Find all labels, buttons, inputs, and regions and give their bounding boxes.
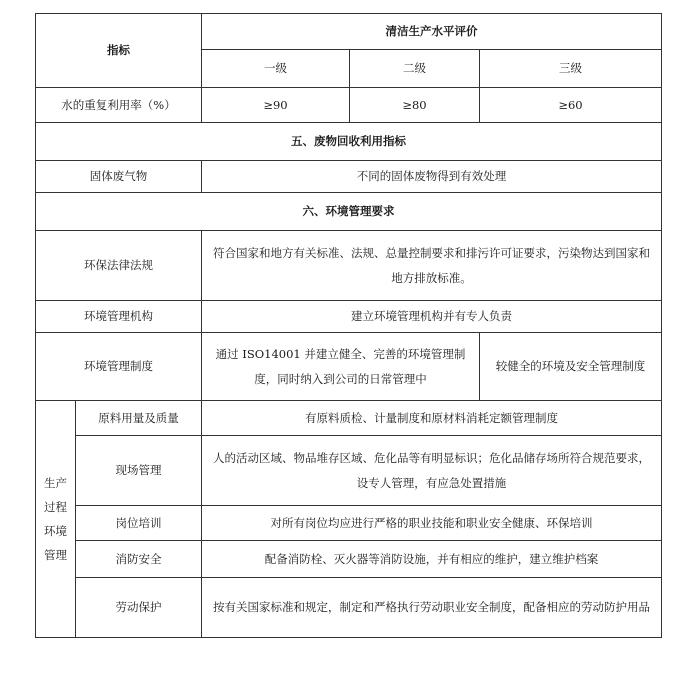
production-item-value: 对所有岗位均应进行严格的职业技能和职业安全健康、环保培训	[202, 506, 662, 541]
production-item-label: 消防安全	[76, 541, 202, 578]
solid-waste-label: 固体废气物	[36, 161, 202, 193]
evaluation-header: 清洁生产水平评价	[202, 14, 662, 50]
production-group-char: 生产	[44, 476, 67, 490]
system-label: 环境管理制度	[36, 333, 202, 401]
production-item-label: 岗位培训	[76, 506, 202, 541]
production-item-label: 现场管理	[76, 436, 202, 506]
water-reuse-level3: ≥60	[480, 88, 662, 123]
production-item-value: 配备消防栓、灭火器等消防设施，并有相应的维护，建立维护档案	[202, 541, 662, 578]
level2-header: 二级	[350, 50, 480, 88]
indicator-header: 指标	[36, 14, 202, 88]
org-label: 环境管理机构	[36, 301, 202, 333]
production-group-char: 环境	[44, 524, 67, 538]
system-value-left: 通过 ISO14001 并建立健全、完善的环境管理制度，同时纳入到公司的日常管理中	[202, 333, 480, 401]
law-label: 环保法律法规	[36, 231, 202, 301]
evaluation-table	[35, 13, 662, 638]
production-item-value: 按有关国家标准和规定，制定和严格执行劳动职业安全制度，配备相应的劳动防护用品	[202, 578, 662, 638]
production-group-label	[36, 401, 76, 638]
org-value: 建立环境管理机构并有专人负责	[202, 301, 662, 333]
production-item-value: 人的活动区域、物品堆存区域、危化品等有明显标识；危化品储存场所符合规范要求，设专人管理，有应急处置措施	[202, 436, 662, 506]
water-reuse-level2: ≥80	[350, 88, 480, 123]
water-reuse-label: 水的重复利用率（%）	[36, 88, 202, 123]
law-value: 符合国家和地方有关标准、法规、总量控制要求和排污许可证要求，污染物达到国家和地方排放标准。	[202, 231, 662, 301]
production-item-label: 劳动保护	[76, 578, 202, 638]
section6-title: 六、环境管理要求	[36, 193, 662, 231]
solid-waste-value: 不同的固体废物得到有效处理	[202, 161, 662, 193]
water-reuse-level1: ≥90	[202, 88, 350, 123]
production-item-value: 有原料质检、计量制度和原材料消耗定额管理制度	[202, 401, 662, 436]
level3-header: 三级	[480, 50, 662, 88]
section5-title: 五、废物回收利用指标	[36, 123, 662, 161]
production-group-char: 过程	[44, 500, 67, 514]
level1-header: 一级	[202, 50, 350, 88]
production-item-label: 原料用量及质量	[76, 401, 202, 436]
system-value-right: 较健全的环境及安全管理制度	[480, 333, 662, 401]
production-group-char: 管理	[44, 548, 67, 562]
